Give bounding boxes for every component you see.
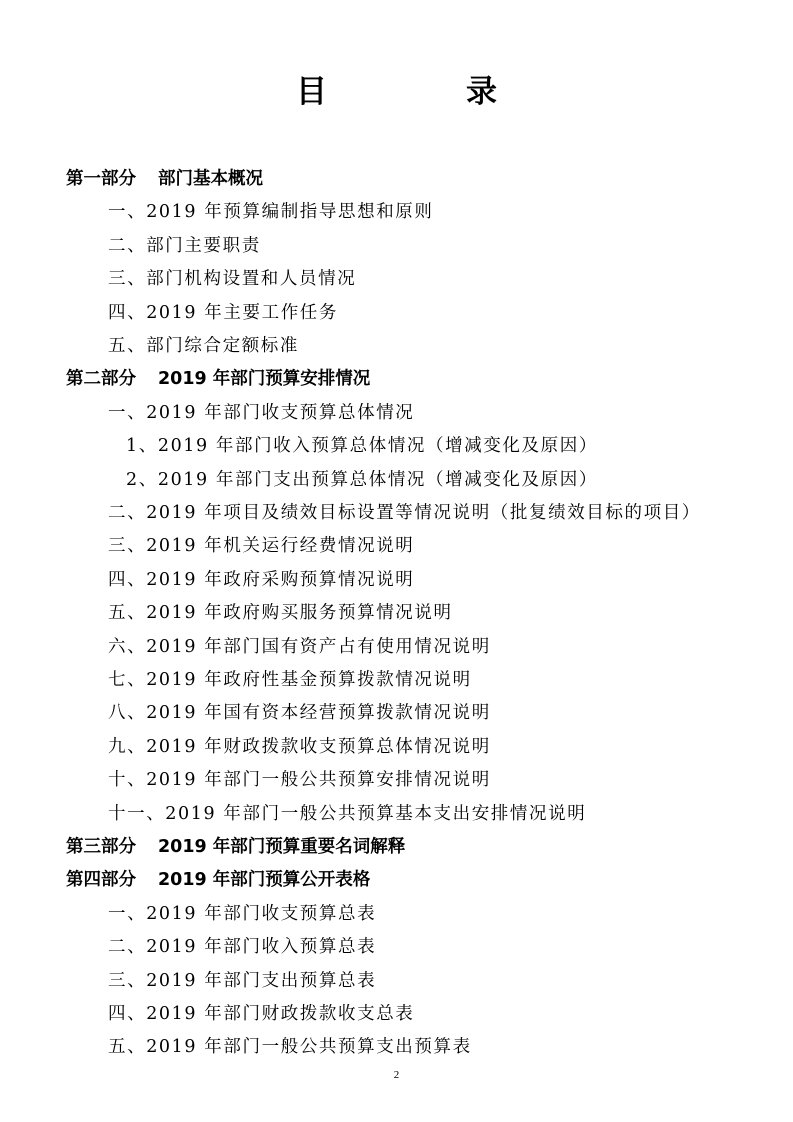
toc-part-title: 2019 年部门预算公开表格	[158, 870, 371, 891]
toc-subitem: 1、2019 年部门收入预算总体情况（增减变化及原因）	[126, 436, 598, 457]
page-number: 2	[393, 1069, 400, 1081]
toc-item: 五、部门综合定额标准	[108, 336, 299, 356]
toc-item: 三、部门机构设置和人员情况	[108, 269, 357, 290]
toc-item: 四、2019 年主要工作任务	[108, 302, 338, 323]
toc-item: 一、2019 年预算编制指导思想和原则	[108, 202, 434, 223]
toc-part-title: 2019 年部门预算重要名词解释	[158, 837, 406, 857]
toc-item: 四、2019 年部门财政拨款收支总表	[108, 1004, 415, 1024]
toc-item: 二、部门主要职责	[108, 235, 261, 256]
toc-part-label: 第一部分	[66, 169, 136, 189]
toc-item: 一、2019 年部门收支预算总表	[108, 903, 377, 924]
toc-part-heading	[66, 863, 370, 897]
toc-item: 五、2019 年部门一般公共预算支出预算表	[108, 1037, 472, 1058]
toc-item: 一、2019 年部门收支预算总体情况	[108, 402, 415, 423]
page-title: 目 录	[296, 74, 551, 110]
toc-item: 四、2019 年政府采购预算情况说明	[108, 569, 415, 590]
toc-item: 二、2019 年部门收入预算总表	[108, 937, 377, 958]
toc-item: 七、2019 年政府性基金预算拨款情况说明	[108, 670, 472, 690]
toc-item: 九、2019 年财政拨款收支预算总体情况说明	[108, 736, 491, 757]
toc-item: 二、2019 年项目及绩效目标设置等情况说明（批复绩效目标的项目）	[108, 503, 701, 523]
toc-part-label: 第三部分	[66, 837, 136, 857]
toc-part-title: 部门基本概况	[158, 169, 263, 189]
toc-part-heading	[66, 362, 370, 396]
toc-item: 八、2019 年国有资本经营预算拨款情况说明	[108, 703, 491, 724]
toc-part-label: 第二部分	[66, 369, 136, 390]
toc-item: 三、2019 年机关运行经费情况说明	[108, 536, 415, 557]
toc-item: 六、2019 年部门国有资产占有使用情况说明	[108, 636, 491, 657]
toc-part-heading	[66, 830, 405, 864]
toc-subitem: 2、2019 年部门支出预算总体情况（增减变化及原因）	[126, 469, 598, 490]
toc-item: 五、2019 年政府购买服务预算情况说明	[108, 603, 453, 624]
toc-item: 三、2019 年部门支出预算总表	[108, 970, 377, 991]
toc-item: 十一、2019 年部门一般公共预算基本支出安排情况说明	[108, 803, 587, 824]
toc-part-heading	[66, 162, 263, 196]
toc-item: 十、2019 年部门一般公共预算安排情况说明	[108, 770, 491, 791]
toc-part-title: 2019 年部门预算安排情况	[158, 369, 371, 390]
toc-part-label: 第四部分	[66, 870, 136, 891]
